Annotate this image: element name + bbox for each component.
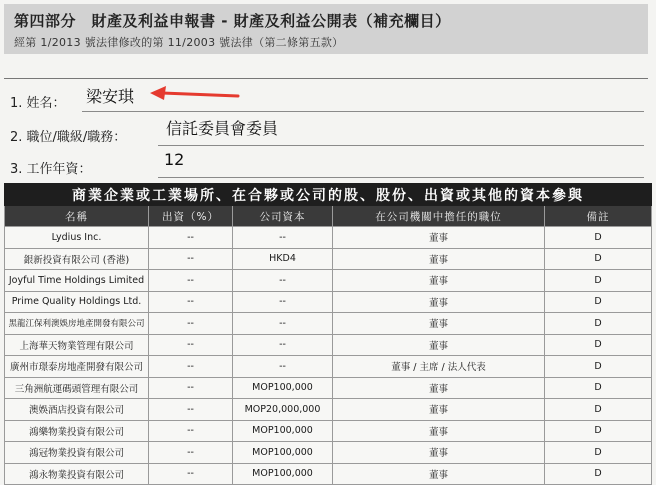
cell-position: 董事 [333,248,545,270]
cell-capital: -- [233,313,333,335]
cell-remarks: D [545,442,652,464]
field-seniority-underline [158,177,644,178]
field-position [4,115,648,149]
cell-company-name: 澳娛酒店投資有限公司 [5,399,149,421]
field-name-label: 1. 姓名： [10,96,66,111]
col-header-contribution: 出資（%） [149,206,233,227]
cell-company-name: 黑龍江保利澳娛房地產開發有限公司 [5,313,149,335]
cell-contribution: -- [149,420,233,442]
cell-contribution: -- [149,399,233,421]
cell-capital: -- [233,270,333,292]
table-header-row [5,206,652,227]
table-body [5,227,652,485]
table-row [5,420,652,442]
capital-participation-table [4,183,652,485]
cell-company-name: Lydius Inc. [5,227,149,249]
cell-contribution: -- [149,291,233,313]
cell-contribution: -- [149,227,233,249]
cell-capital: -- [233,334,333,356]
cell-remarks: D [545,291,652,313]
cell-company-name: 鴻樂物業投資有限公司 [5,420,149,442]
cell-capital: -- [233,227,333,249]
section-header [4,4,648,54]
cell-remarks: D [545,334,652,356]
cell-contribution: -- [149,334,233,356]
cell-capital: -- [233,356,333,378]
section-title: 第四部分 財產及利益申報書 - 財產及利益公開表（補充欄目） [14,12,451,30]
cell-capital: MOP100,000 [233,420,333,442]
cell-position: 董事 [333,313,545,335]
cell-contribution: -- [149,313,233,335]
field-position-label: 2. 職位/職級/職務： [10,130,127,145]
cell-company-name: 廣州市璟泰房地產開發有限公司 [5,356,149,378]
cell-contribution: -- [149,356,233,378]
cell-contribution: -- [149,377,233,399]
cell-contribution: -- [149,442,233,464]
cell-position: 董事 [333,442,545,464]
table-row [5,270,652,292]
cell-company-name: 上海華天物業管理有限公司 [5,334,149,356]
col-header-position: 在公司機關中擔任的職位 [333,206,545,227]
cell-remarks: D [545,270,652,292]
cell-position: 董事 [333,463,545,485]
cell-remarks: D [545,313,652,335]
cell-remarks: D [545,356,652,378]
cell-position: 董事 / 主席 / 法人代表 [333,356,545,378]
cell-contribution: -- [149,248,233,270]
table-row [5,248,652,270]
cell-remarks: D [545,248,652,270]
cell-remarks: D [545,227,652,249]
field-name-underline [82,111,644,112]
personal-info-form [4,78,648,182]
cell-position: 董事 [333,334,545,356]
cell-capital: HKD4 [233,248,333,270]
cell-capital: MOP100,000 [233,377,333,399]
cell-position: 董事 [333,291,545,313]
field-position-underline [158,145,644,146]
cell-position: 董事 [333,399,545,421]
table-banner: 商業企業或工業場所、在合夥或公司的股、股份、出資或其他的資本參與 [5,184,652,206]
field-seniority [4,147,648,181]
cell-position: 董事 [333,377,545,399]
col-header-remarks: 備註 [545,206,652,227]
table-row [5,356,652,378]
cell-contribution: -- [149,463,233,485]
cell-company-name: 鴻永物業投資有限公司 [5,463,149,485]
col-header-name: 名稱 [5,206,149,227]
field-seniority-value: 12 [164,150,185,169]
cell-position: 董事 [333,270,545,292]
field-name [4,81,648,115]
cell-remarks: D [545,420,652,442]
cell-position: 董事 [333,227,545,249]
section-subtitle: 經第 1/2013 號法律修改的第 11/2003 號法律（第二條第五款） [14,36,344,49]
red-arrow-icon [150,85,240,101]
table-row [5,463,652,485]
cell-company-name: 三角洲航運碼頭管理有限公司 [5,377,149,399]
cell-remarks: D [545,463,652,485]
table-row [5,227,652,249]
cell-remarks: D [545,399,652,421]
table-row [5,291,652,313]
table-row [5,399,652,421]
table-row [5,377,652,399]
cell-company-name: Joyful Time Holdings Limited [5,270,149,292]
field-name-value: 梁安琪 [86,87,135,106]
table-banner-row [5,184,652,206]
cell-remarks: D [545,377,652,399]
table-row [5,442,652,464]
cell-company-name: Prime Quality Holdings Ltd. [5,291,149,313]
table-row [5,313,652,335]
cell-capital: MOP20,000,000 [233,399,333,421]
cell-company-name: 鴻冠物業投資有限公司 [5,442,149,464]
col-header-capital: 公司資本 [233,206,333,227]
cell-position: 董事 [333,420,545,442]
table-row [5,334,652,356]
field-position-value: 信託委員會委員 [166,119,279,138]
cell-capital: MOP100,000 [233,442,333,464]
cell-contribution: -- [149,270,233,292]
field-seniority-label: 3. 工作年資： [10,162,92,177]
cell-company-name: 銀新投資有限公司 (香港) [5,248,149,270]
cell-capital: MOP100,000 [233,463,333,485]
cell-capital: -- [233,291,333,313]
